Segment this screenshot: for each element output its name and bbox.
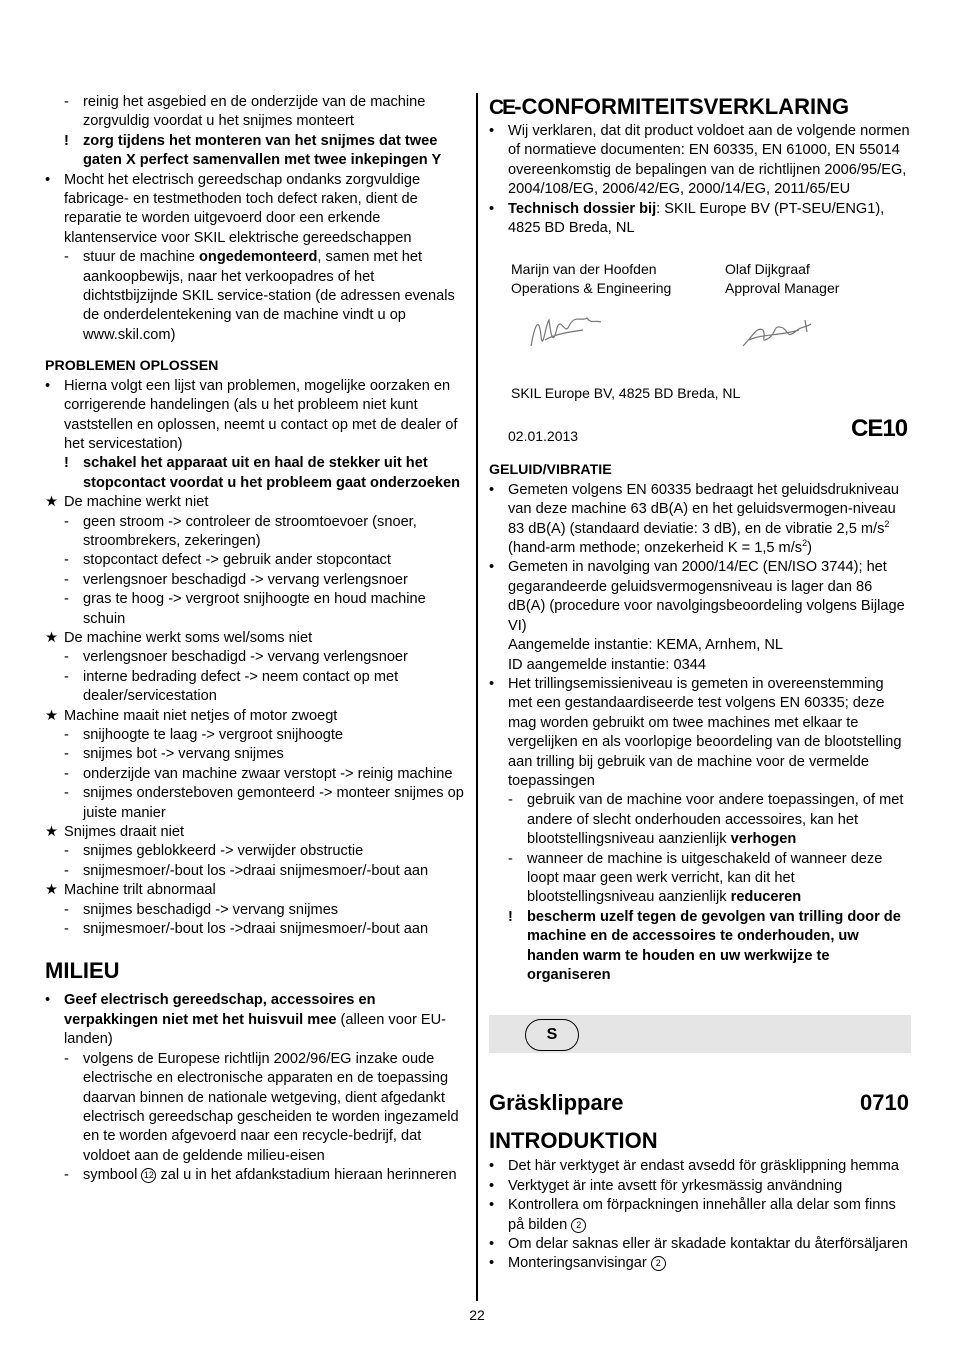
section-heading: GELUID/VIBRATIE: [489, 462, 612, 479]
list-item: - verlengsnoer beschadigd -> vervang verlengsnoer: [64, 649, 408, 666]
list-item: - snijmesmoer/-bout los ->draai snijmesmoer/-bout aan: [64, 862, 429, 879]
trouble-title: ★ Machine maait niet netjes of motor zwoegt: [45, 707, 465, 726]
language-badge: S: [525, 1019, 579, 1051]
trouble-title: ★ De machine werkt soms wel/soms niet: [45, 629, 465, 648]
signature-2-icon: [739, 314, 819, 354]
list-item: - snijhoogte te laag -> vergroot snijhoogte: [64, 727, 344, 743]
column-divider: [476, 93, 478, 1301]
list-item: - snijmes beschadigd -> vervang snijmes: [64, 901, 339, 918]
list-item: - reinig het asgebied en de onderzijde van de machine zorgvuldig voordat u het snijmes monteert: [64, 94, 426, 130]
list-item: - volgens de Europese richtlijn 2002/96/EG inzake oude electrische en electronische apparaten en de toepassing daarvan binnen de nationale wetgeving, dient afgedankt electrisch gereedschap gescheiden te worden ingezameld en te worden afgevoerd naar een recycle-bedrijf, dat voldoet aan de geldende milieu-eisen: [64, 1050, 459, 1164]
list-item: - gebruik van de machine voor andere toepassingen, of met andere of slecht onderhouden accessoires, kan het blootstellingsniveau aanzienlijk verhogen: [508, 792, 904, 848]
list-item: - symbool 12 zal u in het afdankstadium hieraan herinneren: [64, 1167, 457, 1184]
signer-role: Approval Manager: [725, 280, 840, 297]
language-bar: [489, 1015, 911, 1053]
ce-mark-icon: CE10: [851, 415, 908, 443]
warning-item: ! schakel het apparaat uit en haal de stekker uit het stopcontact voordat u het probleem gaat onderzoeken: [64, 455, 461, 491]
figure-ref: 2: [571, 1218, 586, 1233]
signature-1-icon: [525, 306, 605, 358]
list-item: • Mocht het electrisch gereedschap ondanks zorgvuldige fabricage- en testmethoden toch defect raken, dient de reparatie te worden uitgevoerd door een erkende klantenservice voor SKIL elektrische gereedschappen: [45, 171, 421, 246]
star-icon: ★: [45, 494, 59, 511]
list-item: - stopcontact defect -> gebruik ander stopcontact: [64, 552, 391, 569]
company-address: SKIL Europe BV, 4825 BD Breda, NL: [511, 385, 741, 402]
star-icon: ★: [45, 882, 59, 899]
section-heading: INTRODUKTION: [489, 1128, 658, 1154]
list-item: • Technisch dossier bij: SKIL Europe BV (PT-SEU/ENG1), 4825 BD Breda, NL: [489, 200, 885, 237]
conformity-heading: CE-CONFORMITEITSVERKLARING: [489, 94, 850, 119]
left-column: [45, 93, 465, 1186]
star-icon: ★: [45, 629, 59, 646]
signature-block: [489, 238, 911, 423]
list-item: - wanneer de machine is uitgeschakeld of wanneer deze loopt maar geen werk verricht, kan dit het blootstellingsniveau aanzienlijk reduceren: [508, 850, 883, 906]
figure-ref: 2: [651, 1256, 666, 1271]
right-column: [489, 93, 911, 1274]
troubleshooting-list: [45, 493, 465, 939]
list-item: - snijmes bot -> vervang snijmes: [64, 746, 284, 763]
list-item: • Gemeten in navolging van 2000/14/EC (EN/ISO 3744); het gegarandeerde geluidsvermogensniveau is lager dan 86 dB(A) (procedure voor navolgingsbeoordeling volgens Bijlage VI) Aangemelde instantie: KEMA, Arnhem, NL ID aangemelde instantie: 0344: [489, 559, 905, 673]
list-item: • Hierna volgt een lijst van problemen, mogelijke oorzaken en corrigerende handelingen (als u het probleem niet kunt vaststellen en oplossen, neemt u contact op met de dealer of het servicestation): [45, 377, 458, 452]
intro-list: [489, 1157, 911, 1273]
section-heading: MILIEU: [45, 958, 120, 984]
product-code: 0710: [860, 1090, 909, 1116]
list-item: • Verktyget är inte avsett för yrkesmässig användning: [489, 1177, 843, 1194]
list-item: • Monteringsanvisingar 2: [489, 1254, 911, 1273]
list-item: • Het trillingsemissieniveau is gemeten in overeenstemming met een gestandaardiseerde test volgens EN 60335; deze mag worden gebruikt om twee machines met elkaar te vergelijken en als voorlopige beoordeling van de blootstelling aan trilling bij gebruik van de machine voor de vermelde toepassingen: [489, 675, 902, 789]
list-item: - snijmes ondersteboven gemonteerd -> monteer snijmes op juiste manier: [64, 785, 464, 821]
signer-name: Olaf Dijkgraaf: [725, 261, 810, 278]
warning-item: ! bescherm uzelf tegen de gevolgen van trilling door de machine en de accessoires te onderhouden, uw handen warm te houden en uw werkwijze te organiseren: [508, 908, 901, 983]
list-item: - interne bedrading defect -> neem contact op met dealer/servicestation: [64, 668, 399, 705]
list-item: - stuur de machine ongedemonteerd, samen met het aankoopbewijs, naar het verkoopadres of het dichtstbijzijnde SKIL service-station (de adressen evenals de onderdelentekening van de machine vindt u op www.skil.com): [64, 249, 455, 343]
signer-name: Marijn van der Hoofden: [511, 261, 657, 278]
list-item: - onderzijde van machine zwaar verstopt -> reinig machine: [64, 765, 453, 782]
star-icon: ★: [45, 707, 59, 724]
trouble-title: ★ Snijmes draait niet: [45, 823, 465, 842]
warning-item: ! zorg tijdens het monteren van het snijmes dat twee gaten X perfect samenvallen met twee inkepingen Y: [64, 132, 442, 169]
declaration-date: 02.01.2013: [508, 428, 579, 445]
symbol-ref: 12: [141, 1168, 156, 1183]
product-title: Gräsklippare: [489, 1090, 624, 1116]
list-item: • Geef electrisch gereedschap, accessoires en verpakkingen niet met het huisvuil mee (alleen voor EU-landen): [45, 992, 446, 1048]
list-item: - geen stroom -> controleer de stroomtoevoer (snoer, stroombrekers, zekeringen): [64, 513, 417, 549]
list-item: • Det här verktyget är endast avsedd för gräsklippning hemma: [489, 1158, 899, 1175]
signer-role: Operations & Engineering: [511, 280, 672, 297]
list-item: • Gemeten volgens EN 60335 bedraagt het geluidsdrukniveau van deze machine 63 dB(A) en het geluidsvermogen-niveau 83 dB(A) (standaard deviatie: 3 dB), en de vibratie 2,5 $m/s^2$ (hand-arm methode; onzekerheid K = 1,5 $m/s^2$): [489, 481, 900, 557]
star-icon: ★: [45, 824, 59, 841]
product-title-row: [489, 1089, 911, 1119]
list-item: - snijmesmoer/-bout los ->draai snijmesmoer/-bout aan: [64, 921, 429, 938]
list-item: - gras te hoog -> vergroot snijhoogte en houd machine schuin: [64, 591, 426, 627]
trouble-title: ★ Machine trilt abnormaal: [45, 881, 465, 900]
section-heading: PROBLEMEN OPLOSSEN: [45, 358, 219, 375]
page-number: 22: [469, 1307, 485, 1323]
list-item: • Om delar saknas eller är skadade kontaktar du återförsäljaren: [489, 1236, 908, 1253]
list-item: • Wij verklaren, dat dit product voldoet aan de volgende normen of normatieve documenten: EN 60335, EN 61000, EN 55014 overeenkomstig de bepalingen van de richtlijnen 2006/95/EG, 2004/108/EG, 2006/42/EG, 2000/14/EG, 2011/65/EU: [489, 123, 910, 198]
list-item: - verlengsnoer beschadigd -> vervang verlengsnoer: [64, 571, 408, 588]
ce-mark-icon: CE: [489, 96, 515, 119]
list-item: - snijmes geblokkeerd -> verwijder obstructie: [64, 843, 364, 860]
list-item: • Kontrollera om förpackningen innehåller alla delar som finns på bilden 2: [489, 1197, 896, 1233]
trouble-title: ★ De machine werkt niet: [45, 493, 465, 512]
